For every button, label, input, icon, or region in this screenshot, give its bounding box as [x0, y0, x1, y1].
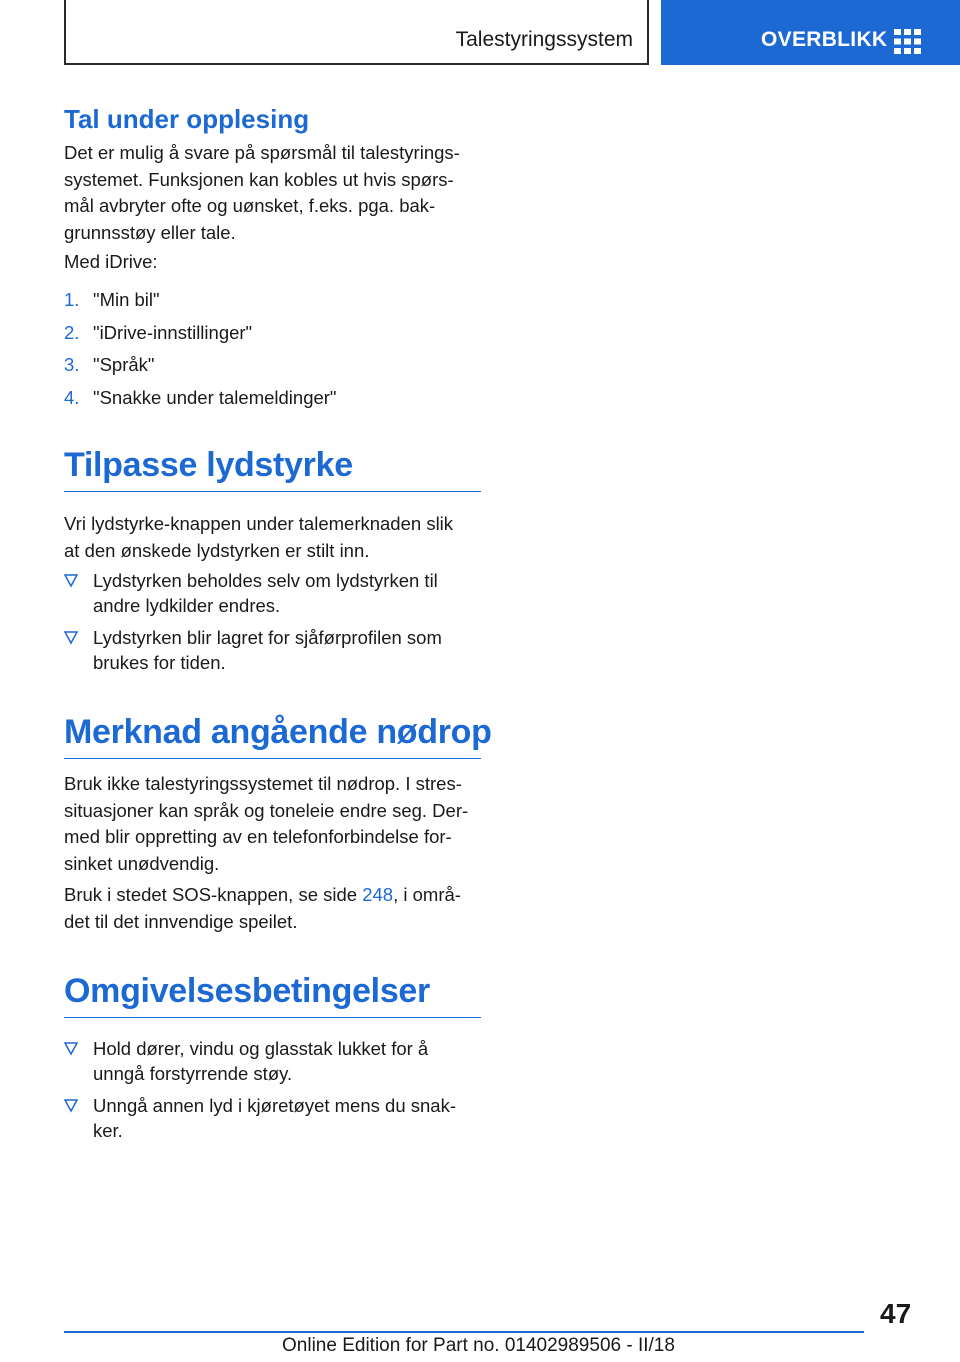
list-item: Hold dører, vindu og glasstak lukket for å unngå forstyrrende støy.: [64, 1036, 481, 1086]
steps-list: [64, 287, 481, 417]
list-item: Lydstyrken beholdes selv om lydstyrken til andre lydkilder endres.: [64, 568, 481, 618]
list-item: 3. "Språk": [64, 354, 155, 375]
overview-label: OVERBLIKK: [761, 28, 888, 51]
list-item: Lydstyrken blir lagret for sjåførprofilen som brukes for tiden.: [64, 625, 481, 675]
paragraph: Med iDrive:: [64, 251, 158, 272]
section-title: Merknad angående nødrop: [64, 713, 481, 759]
list-item: 2. "iDrive-innstillinger": [64, 321, 253, 343]
header-bar: [64, 0, 649, 65]
paragraph: Vri lydstyrke-knappen under talemerknaden slik at den ønskede lydstyrken er stilt inn.: [64, 513, 454, 561]
section-title: Omgivelsesbetingelser: [64, 972, 481, 1018]
triangle-bullet-icon: [64, 631, 78, 645]
list-item: Unngå annen lyd i kjøretøyet mens du snak- ker.: [64, 1093, 481, 1143]
triangle-bullet-icon: [64, 1042, 78, 1056]
list-item: 1. "Min bil": [64, 289, 160, 310]
list-item: 4. "Snakke under talemeldinger": [64, 386, 337, 408]
section-title: Tilpasse lydstyrke: [64, 446, 481, 492]
paragraph: Bruk ikke talestyringssystemet til nødrop. I stres- situasjoner kan språk og toneleie endre seg. Der- med blir oppretting av en telefonforbindelse for- sinket unødvendig.: [64, 773, 469, 874]
grid-icon: [894, 29, 921, 54]
edition-footer: Online Edition for Part no. 01402989506 - II/18: [282, 1335, 675, 1356]
bullet-list: [64, 1036, 481, 1150]
chapter-title: Talestyringssystem: [455, 28, 633, 51]
footer-divider: [64, 1331, 864, 1333]
paragraph: Bruk i stedet SOS-knappen, se side 248, i områ- det til det innvendige speilet.: [64, 884, 461, 932]
bullet-list: [64, 568, 481, 682]
overview-button[interactable]: [661, 0, 960, 65]
triangle-bullet-icon: [64, 1099, 78, 1113]
triangle-bullet-icon: [64, 574, 78, 588]
paragraph: Det er mulig å svare på spørsmål til talestyrings- systemet. Funksjonen kan kobles ut hvis spørs- mål avbryter ofte og uønsket, f.eks. pga. bak- grunnsstøy eller tale.: [64, 142, 460, 243]
page-number: 47: [880, 1298, 912, 1329]
page-link[interactable]: 248: [362, 884, 394, 905]
subsection-title: Tal under opplesing: [64, 104, 310, 134]
